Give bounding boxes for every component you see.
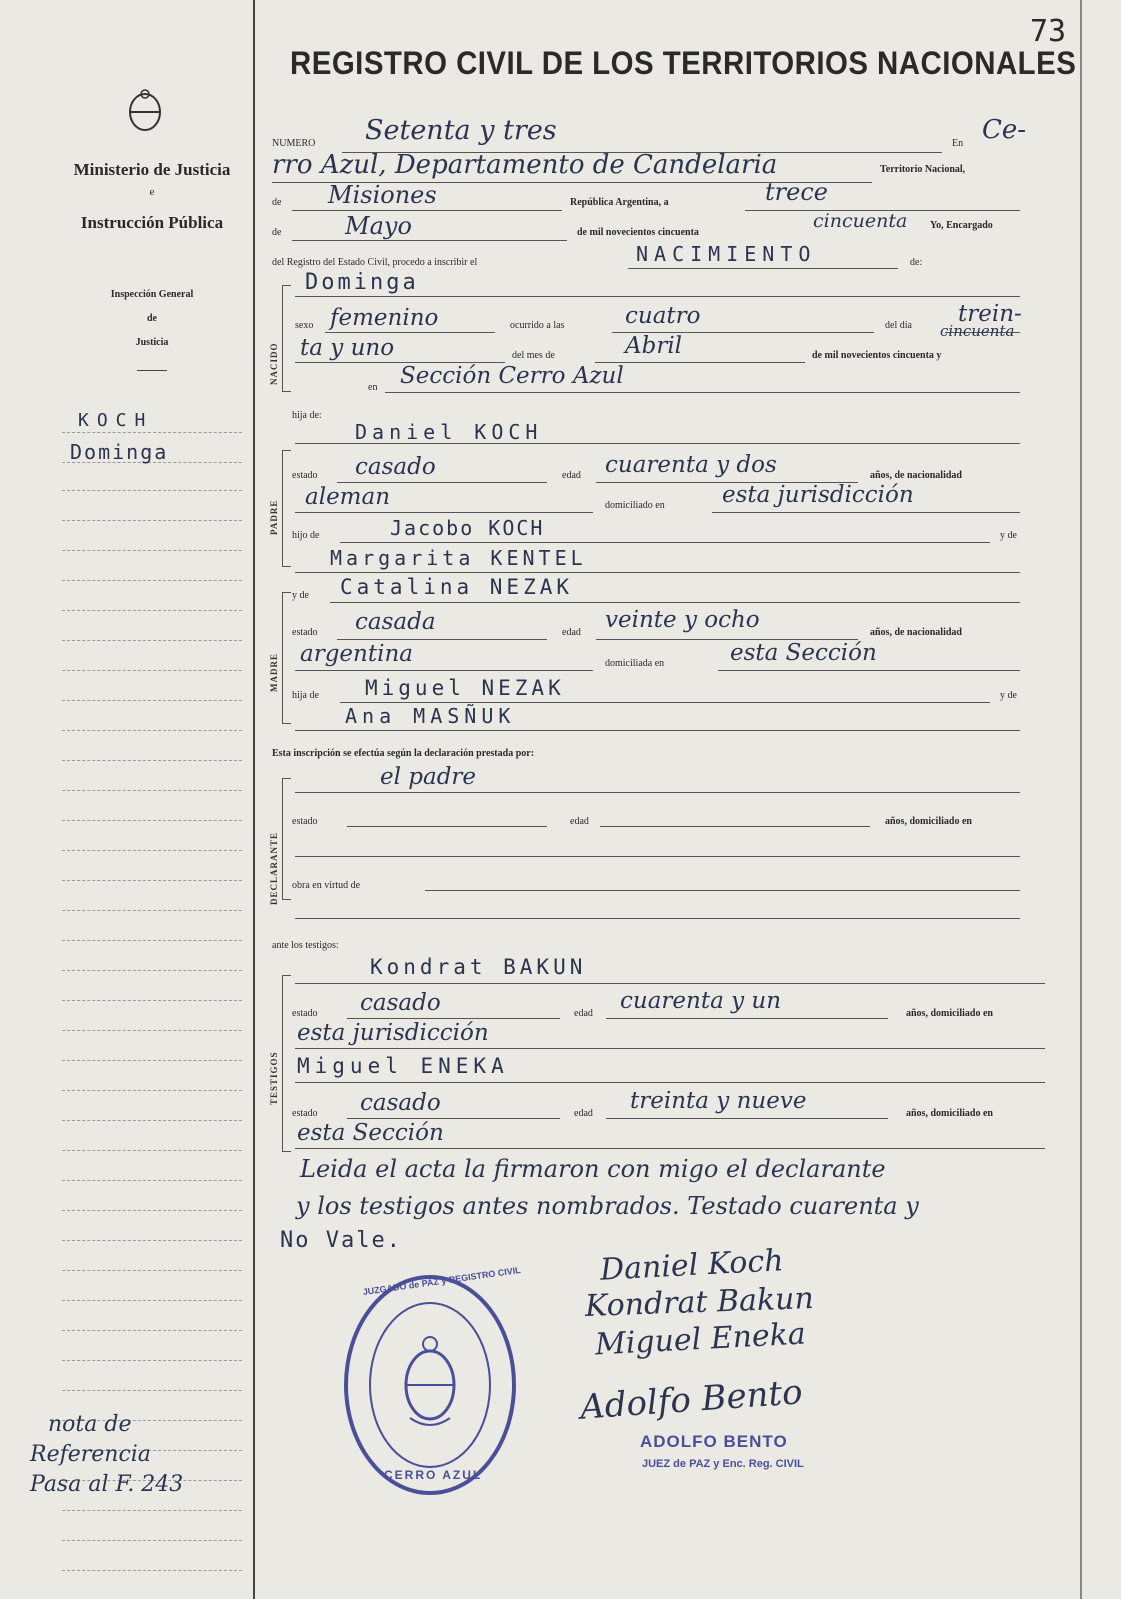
- field-act-type: NACIMIENTO: [636, 242, 817, 266]
- label-edad-w1: edad: [574, 1008, 593, 1019]
- field-place-cont: rro Azul, Departamento de Candelaria: [272, 150, 778, 180]
- closing-line3: No Vale.: [280, 1228, 402, 1253]
- signature-father: Daniel Koch: [599, 1243, 785, 1288]
- field-mother-domicile: esta Sección: [730, 640, 877, 666]
- label-de-colon: de:: [910, 257, 923, 268]
- ministry-line1: Ministerio de Justicia: [73, 160, 231, 179]
- signature-witness2: Miguel Eneka: [594, 1316, 807, 1363]
- field-mother-age: veinte y ocho: [605, 607, 760, 633]
- label-anios-dom-decl: años, domiciliado en: [885, 816, 972, 827]
- field-month: Mayo: [345, 212, 412, 240]
- label-domiciliada: domiciliada en: [605, 658, 665, 669]
- page-number: 73: [1030, 14, 1067, 49]
- field-mother-mother: Ana MASÑUK: [345, 704, 516, 728]
- document-title: REGISTRO CIVIL DE LOS TERRITORIOS NACIONALES: [290, 45, 1077, 81]
- label-estado-decl: estado: [292, 816, 318, 827]
- ministry-line2: Instrucción Pública: [80, 213, 224, 232]
- inspection-line1: Inspección General: [110, 289, 194, 300]
- inspection-rule: [137, 370, 167, 371]
- section-label-madre: MADRE: [269, 653, 279, 692]
- field-mother-state: casada: [355, 609, 436, 635]
- seal-top-text: JUZGADO de PAZ y REGISTRO CIVIL: [362, 1264, 522, 1298]
- field-mother-father: Miguel NEZAK: [365, 676, 565, 700]
- field-father-nationality: aleman: [305, 484, 391, 510]
- label-republica: República Argentina, a: [570, 197, 669, 208]
- field-place-born: Sección Cerro Azul: [400, 363, 624, 389]
- field-mother-nationality: argentina: [300, 641, 413, 667]
- field-numero: Setenta y tres: [365, 115, 557, 146]
- field-father-domicile: esta jurisdicción: [722, 482, 914, 508]
- field-father-name: Daniel KOCH: [355, 420, 543, 444]
- field-en-place: Ce-: [982, 115, 1027, 145]
- section-label-testigos: TESTIGOS: [269, 1051, 279, 1105]
- label-obra: obra en virtud de: [292, 880, 361, 891]
- field-year-born-correction: cincuenta: [940, 322, 1015, 340]
- label-estado-w1: estado: [292, 1008, 318, 1019]
- label-de-mil: de mil novecientos cincuenta: [577, 227, 699, 238]
- field-witness2-name: Miguel ENEKA: [297, 1054, 509, 1078]
- inspection-line3: Justicia: [135, 337, 169, 348]
- seal-ring-icon: [340, 1270, 520, 1500]
- official-stamp-role: JUEZ de PAZ y Enc. Reg. CIVIL: [642, 1458, 804, 1470]
- label-ocurrido: ocurrido a las: [510, 320, 565, 331]
- field-mother-name: Catalina NEZAK: [340, 575, 574, 599]
- label-del-mes: del mes de: [512, 350, 555, 361]
- official-stamp-name: ADOLFO BENTO: [640, 1432, 788, 1451]
- label-anios-dom-w1: años, domiciliado en: [906, 1008, 993, 1019]
- label-estado-madre: estado: [292, 627, 318, 638]
- sidebar-surname: KOCH: [78, 410, 154, 431]
- label-numero: NUMERO: [272, 138, 316, 149]
- label-y-de-padre: y de: [1000, 530, 1017, 541]
- label-en2: en: [368, 382, 378, 393]
- label-estado-w2: estado: [292, 1108, 318, 1119]
- sidebar-note-line1: nota de: [48, 1412, 132, 1437]
- field-declarant: el padre: [380, 764, 477, 790]
- right-edge: [1080, 0, 1082, 1599]
- label-anios-nac-madre: años, de nacionalidad: [870, 627, 962, 638]
- margin-divider: [253, 0, 255, 1599]
- label-sexo: sexo: [295, 320, 314, 331]
- label-edad-decl: edad: [570, 816, 589, 827]
- label-en: En: [952, 138, 964, 149]
- field-day-born: trein-: [958, 301, 1022, 327]
- section-label-declarante: DECLARANTE: [269, 831, 279, 905]
- signature-witness1: Kondrat Bakun: [584, 1281, 815, 1324]
- field-father-mother: Margarita KENTEL: [330, 546, 587, 570]
- field-father-age: cuarenta y dos: [605, 452, 777, 478]
- label-anios-nac-padre: años, de nacionalidad: [870, 470, 962, 481]
- closing-line2: y los testigos antes nombrados. Testado cuarenta y: [296, 1192, 919, 1220]
- label-hija-de2: hija de: [292, 690, 319, 701]
- field-witness1-name: Kondrat BAKUN: [370, 955, 587, 979]
- label-hija-de: hija de:: [292, 410, 322, 421]
- signature-official: Adolfo Bento: [578, 1372, 804, 1428]
- field-day: trece: [765, 178, 828, 206]
- label-estado-padre: estado: [292, 470, 318, 481]
- closing-line1: Leida el acta la firmaron con migo el declarante: [300, 1155, 886, 1183]
- field-witness2-domicile: esta Sección: [297, 1120, 444, 1146]
- label-ante-testigos: ante los testigos:: [272, 940, 339, 951]
- label-domiciliado-padre: domiciliado en: [605, 500, 665, 511]
- label-y-de-madre2: y de: [1000, 690, 1017, 701]
- label-edad-w2: edad: [574, 1108, 593, 1119]
- label-hijo-de: hijo de: [292, 530, 320, 541]
- label-territorio: Territorio Nacional,: [880, 164, 966, 175]
- field-witness2-age: treinta y nueve: [630, 1088, 807, 1114]
- official-seal: [340, 1264, 522, 1500]
- field-father-father: Jacobo KOCH: [390, 516, 545, 540]
- label-de-1: de: [272, 197, 282, 208]
- field-witness1-domicile: esta jurisdicción: [297, 1020, 489, 1046]
- field-witness1-age: cuarenta y un: [620, 988, 782, 1014]
- label-anios-dom-w2: años, domiciliado en: [906, 1108, 993, 1119]
- field-father-state: casado: [355, 454, 436, 480]
- field-territory: Misiones: [328, 181, 437, 209]
- field-month-born: Abril: [625, 333, 683, 359]
- field-hour: cuatro: [625, 303, 701, 329]
- sidebar-note-line3: Pasa al F. 243: [30, 1472, 184, 1497]
- label-y-de-madre: y de: [292, 590, 309, 601]
- field-sex: femenino: [330, 305, 439, 331]
- ministry-conj: e: [149, 186, 155, 198]
- label-edad-madre: edad: [562, 627, 581, 638]
- label-del-dia: del día: [885, 320, 912, 331]
- label-de-2: de: [272, 227, 282, 238]
- label-edad-padre: edad: [562, 470, 581, 481]
- seal-bottom-text: CERRO AZUL: [384, 1468, 483, 1482]
- label-de-mil2: de mil novecientos cincuenta y: [812, 350, 942, 361]
- field-child-name: Dominga: [305, 270, 419, 295]
- label-yo-encargado: Yo, Encargado: [930, 220, 993, 231]
- label-del-registro: del Registro del Estado Civil, procedo a inscribir el: [272, 257, 478, 268]
- label-inscripcion: Esta inscripción se efectúa según la declaración prestada por:: [272, 748, 535, 759]
- coat-of-arms-icon: [125, 88, 165, 134]
- section-label-padre: PADRE: [269, 499, 279, 535]
- field-witness1-state: casado: [360, 990, 441, 1016]
- inspection-line2: de: [147, 313, 157, 324]
- field-year-word: cincuenta: [813, 210, 908, 232]
- field-day-born-cont: ta y uno: [300, 335, 395, 361]
- sidebar-note-line2: Referencia: [30, 1442, 151, 1467]
- sidebar-given-name: Dominga: [70, 440, 169, 464]
- field-witness2-state: casado: [360, 1090, 441, 1116]
- section-label-nacido: NACIDO: [269, 342, 279, 385]
